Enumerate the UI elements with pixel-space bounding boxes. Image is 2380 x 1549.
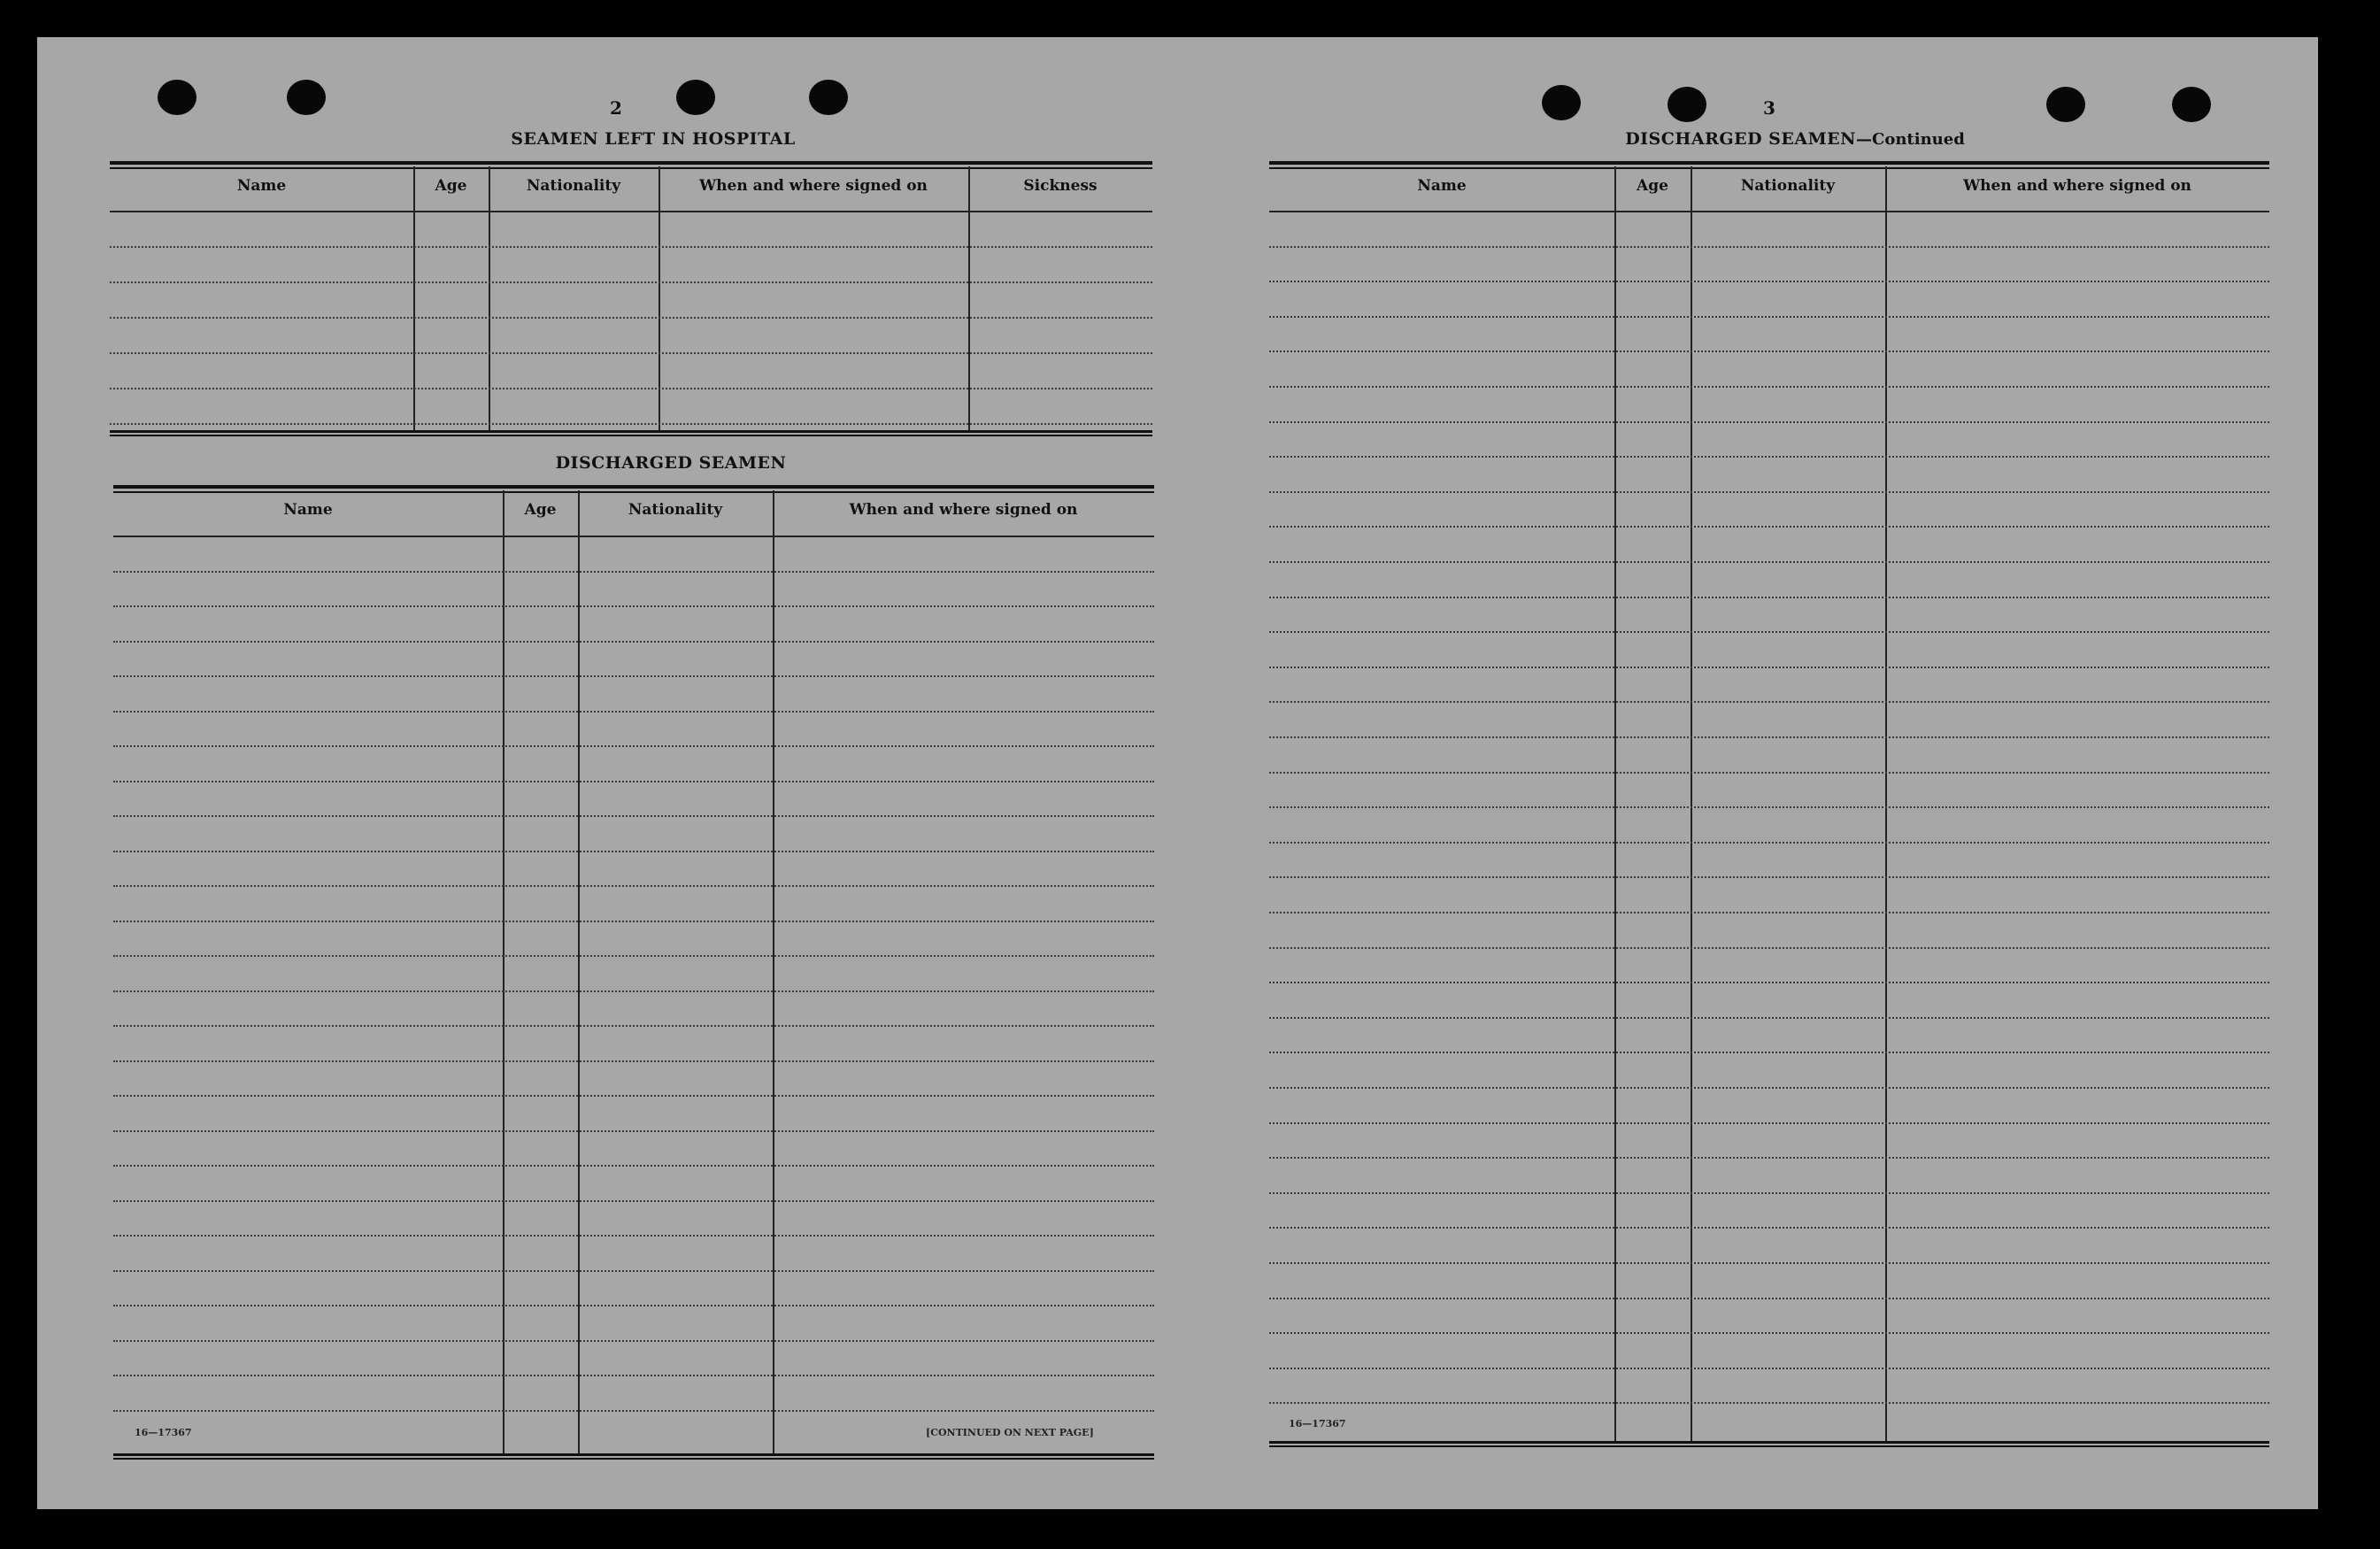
column-divider: [1885, 166, 1887, 1441]
entry-row: [1269, 1052, 2269, 1053]
entry-row: [1269, 912, 2269, 913]
entry-row: [110, 388, 1152, 389]
entry-row: [113, 990, 1154, 992]
entry-row: [1269, 281, 2269, 282]
document-scan: [37, 37, 2318, 1509]
header-separator: [1269, 211, 2269, 212]
table-top-rule: [1269, 161, 2269, 169]
column-header-age: Age: [524, 501, 557, 519]
continued-note: [CONTINUED ON NEXT PAGE]: [926, 1427, 1094, 1438]
right-title-main: DISCHARGED SEAMEN: [1625, 129, 1857, 149]
entry-row: [113, 1235, 1154, 1237]
entry-row: [1269, 772, 2269, 774]
entry-row: [1269, 667, 2269, 668]
punch-hole: [1668, 87, 1706, 122]
entry-row: [1269, 246, 2269, 248]
entry-row: [1269, 351, 2269, 352]
column-header-nationality: Nationality: [526, 177, 621, 195]
entry-row: [1269, 736, 2269, 738]
column-header-nationality: Nationality: [628, 501, 723, 519]
column-header-when-and-where-signed-on: When and where signed on: [1963, 177, 2191, 195]
entry-row: [113, 675, 1154, 677]
right-title-suffix: —Continued: [1856, 130, 1965, 149]
entry-row: [113, 745, 1154, 747]
entry-row: [113, 571, 1154, 573]
entry-row: [113, 711, 1154, 713]
entry-row: [113, 851, 1154, 852]
page-number-right: 3: [1763, 97, 1775, 119]
entry-row: [1269, 1087, 2269, 1089]
discharged-table: [113, 485, 1154, 1459]
entry-row: [1269, 1298, 2269, 1299]
column-header-nationality: Nationality: [1740, 177, 1836, 195]
entry-row: [1269, 526, 2269, 528]
entry-row: [1269, 456, 2269, 458]
form-number-left: 16—17367: [135, 1427, 192, 1438]
column-header-age: Age: [1637, 177, 1668, 195]
entry-row: [110, 281, 1152, 283]
entry-row: [113, 605, 1154, 607]
right-table-title: [1600, 129, 1990, 149]
column-divider: [773, 490, 774, 1453]
entry-row: [1269, 316, 2269, 318]
entry-row: [113, 1130, 1154, 1132]
entry-row: [1269, 491, 2269, 493]
column-header-when-and-where-signed-on: When and where signed on: [699, 177, 928, 195]
entry-row: [113, 1270, 1154, 1272]
entry-row: [1269, 597, 2269, 598]
entry-row: [1269, 1262, 2269, 1264]
header-separator: [113, 536, 1154, 537]
column-header-name: Name: [283, 501, 333, 519]
punch-hole: [158, 80, 196, 115]
discharged-table-title: DISCHARGED SEAMEN: [555, 453, 787, 473]
entry-row: [1269, 842, 2269, 844]
discharged-continued-table: [1269, 161, 2269, 1446]
entry-row: [113, 1165, 1154, 1167]
table-top-rule: [113, 485, 1154, 493]
table-bottom-rule: [113, 1453, 1154, 1460]
entry-row: [1269, 806, 2269, 808]
entry-row: [113, 921, 1154, 922]
entry-row: [1269, 386, 2269, 388]
header-separator: [110, 211, 1152, 212]
page-number-left: 2: [610, 97, 622, 119]
entry-row: [1269, 631, 2269, 633]
entry-row: [1269, 1192, 2269, 1194]
column-divider: [413, 166, 415, 430]
entry-row: [1269, 701, 2269, 703]
table-bottom-rule: [1269, 1441, 2269, 1447]
entry-row: [1269, 982, 2269, 983]
entry-row: [1269, 1227, 2269, 1229]
entry-row: [113, 1375, 1154, 1376]
entry-row: [1269, 1368, 2269, 1369]
entry-row: [1269, 1402, 2269, 1404]
column-divider: [578, 490, 580, 1453]
hospital-table: [110, 161, 1152, 446]
entry-row: [1269, 1332, 2269, 1334]
entry-row: [1269, 1017, 2269, 1019]
entry-row: [113, 1305, 1154, 1306]
column-divider: [1614, 166, 1616, 1441]
column-divider: [503, 490, 504, 1453]
entry-row: [113, 1095, 1154, 1097]
column-header-when-and-where-signed-on: When and where signed on: [849, 501, 1078, 519]
table-top-rule: [110, 161, 1152, 169]
entry-row: [113, 1340, 1154, 1342]
punch-hole: [1542, 85, 1581, 120]
entry-row: [113, 641, 1154, 643]
entry-row: [1269, 1157, 2269, 1159]
table-bottom-rule: [110, 430, 1152, 436]
column-divider: [489, 166, 490, 430]
column-divider: [968, 166, 970, 430]
punch-hole: [287, 80, 326, 115]
entry-row: [110, 246, 1152, 248]
column-header-age: Age: [435, 177, 467, 195]
entry-row: [113, 1060, 1154, 1062]
column-divider: [659, 166, 660, 430]
entry-row: [113, 1410, 1154, 1412]
entry-row: [110, 317, 1152, 319]
column-header-sickness: Sickness: [1023, 177, 1098, 195]
hospital-table-title: SEAMEN LEFT IN HOSPITAL: [511, 129, 796, 149]
entry-row: [1269, 947, 2269, 949]
entry-row: [113, 781, 1154, 782]
entry-row: [113, 885, 1154, 887]
entry-row: [113, 815, 1154, 817]
column-header-name: Name: [236, 177, 287, 195]
entry-row: [113, 1025, 1154, 1027]
punch-hole: [2046, 87, 2085, 122]
entry-row: [1269, 421, 2269, 423]
column-header-name: Name: [1417, 177, 1467, 195]
entry-row: [113, 955, 1154, 957]
entry-row: [1269, 1122, 2269, 1124]
column-divider: [1691, 166, 1692, 1441]
entry-row: [110, 352, 1152, 354]
form-number-right: 16—17367: [1289, 1418, 1346, 1430]
punch-hole: [809, 80, 848, 115]
entry-row: [110, 423, 1152, 425]
entry-row: [1269, 876, 2269, 878]
entry-row: [113, 1200, 1154, 1202]
entry-row: [1269, 561, 2269, 563]
punch-hole: [2172, 87, 2211, 122]
punch-hole: [676, 80, 715, 115]
